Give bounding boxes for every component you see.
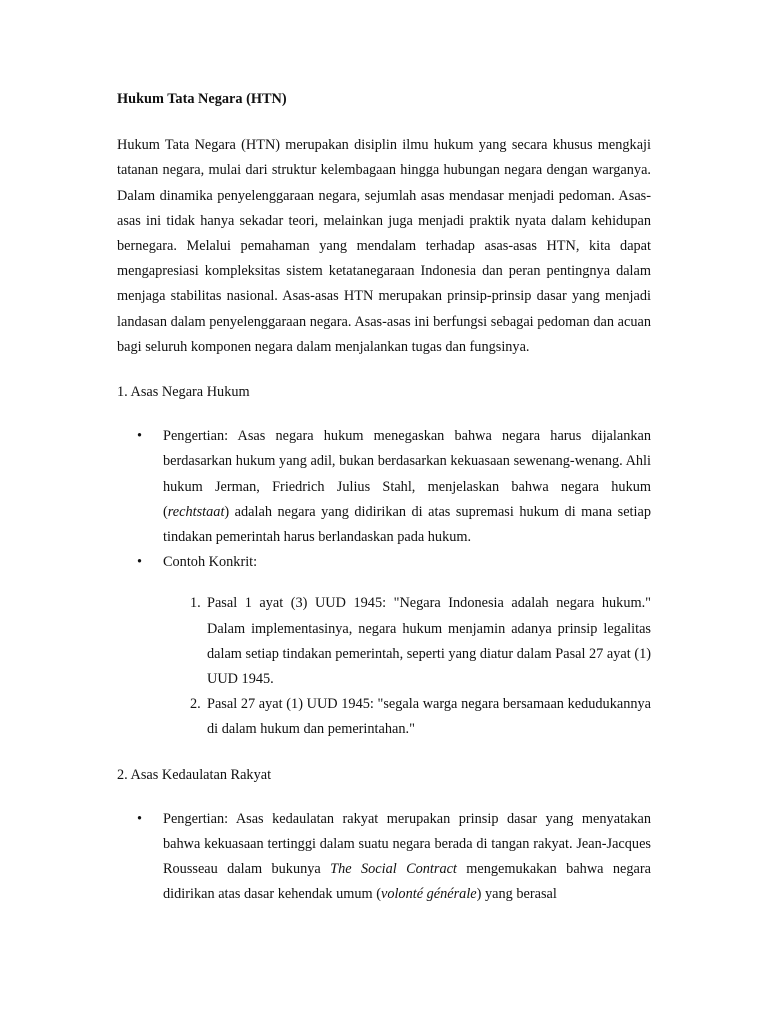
list-item-text: Pasal 1 ayat (3) UUD 1945: "Negara Indonesia adalah negara hukum." Dalam implementasinya, negara hukum menjamin adanya prinsip legalitas dalam setiap tindakan pemerintah, seperti yang diatur dalam Pasal 27 ayat (1) UUD 1945. (207, 595, 651, 688)
intro-paragraph: Hukum Tata Negara (HTN) merupakan disiplin ilmu hukum yang secara khusus mengkaji tatanan negara, mulai dari struktur kelembagaan hingga hubungan negara dengan warganya. Dalam dinamika penyelenggaraan negara, sejumlah asas mendasar menjadi pedoman. Asas-asas ini tidak hanya sekadar teori, melainkan juga menjadi praktik nyata dalam kehidupan bernegara. Melalui pemahaman yang mendalam terhadap asas-asas HTN, kita dapat mengapresiasi kompleksitas sistem ketatanegaraan Indonesia dan peran pentingnya dalam menjaga stabilitas nasional. Asas-asas HTN merupakan prinsip-prinsip dasar yang menjadi landasan dalam penyelenggaraan negara. Asas-asas ini berfungsi sebagai pedoman dan acuan bagi seluruh komponen negara dalam menjalankan tugas dan fungsinya. (117, 137, 651, 355)
bullet-text: Pengertian: Asas negara hukum menegaskan bahwa negara harus dijalankan berdasarkan hukum yang adil, bukan berdasarkan kekuasaan sewenang-wenang. Ahli hukum Jerman, Friedrich Julius Stahl, menjelaskan bahwa negara hukum ( (163, 428, 651, 520)
list-item (117, 692, 651, 742)
document-page (117, 87, 651, 908)
italic-term: rechtstaat (167, 503, 225, 520)
bullet-icon: • (137, 810, 143, 827)
list-number: 2. (190, 696, 201, 713)
document-title: Hukum Tata Negara (HTN) (117, 91, 287, 107)
bullet-text: mengemukakan bahwa negara didirikan atas dasar kehendak umum ( (163, 861, 651, 903)
bullet-text: ) adalah negara yang didirikan di atas supremasi hukum di mana setiap tindakan pemerintah harus berlandaskan pada hukum. (163, 503, 651, 546)
bullet-text: Pengertian: Asas kedaulatan rakyat merupakan prinsip dasar yang menyatakan bahwa kekuasaan tertinggi dalam suatu negara berada di tangan rakyat. Jean-Jacques Rousseau dalam bukunya (163, 810, 651, 878)
list-item (117, 424, 651, 550)
list-item (117, 807, 651, 908)
list-item-text: Pasal 27 ayat (1) UUD 1945: "segala warga negara bersamaan kedudukannya di dalam hukum dan pemerintahan." (207, 696, 651, 738)
bullet-text: ) yang berasal (476, 886, 557, 903)
bullet-list-kedaulatan-rakyat (117, 807, 651, 908)
bullet-icon: • (137, 554, 143, 571)
bullet-icon: • (137, 428, 143, 445)
list-number: 1. (190, 595, 201, 612)
list-item (117, 550, 651, 575)
section-heading-kedaulatan-rakyat: 2. Asas Kedaulatan Rakyat (117, 766, 272, 783)
list-item (117, 591, 651, 692)
bullet-list-negara-hukum (117, 424, 651, 575)
italic-term: The Social Contract (330, 861, 457, 878)
italic-term: volonté générale (380, 886, 477, 903)
bullet-text: Contoh Konkrit: (163, 554, 258, 571)
section-heading-negara-hukum: 1. Asas Negara Hukum (117, 384, 250, 401)
numbered-list-examples (117, 591, 651, 742)
